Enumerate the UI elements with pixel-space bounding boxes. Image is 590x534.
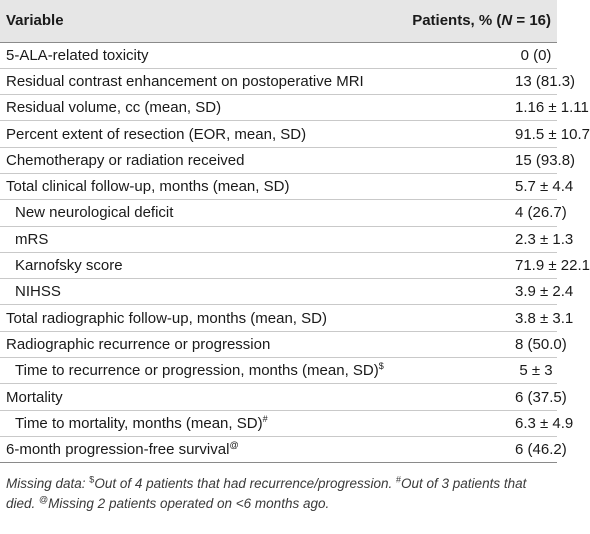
table-row bbox=[0, 147, 557, 173]
row-value-cell: 6.3 ± 4.9 bbox=[395, 410, 557, 436]
row-value-cell: 2.3 ± 1.3 bbox=[395, 226, 557, 252]
row-value-cell: 91.5 ± 10.7 bbox=[395, 121, 557, 147]
row-variable-cell bbox=[0, 384, 395, 410]
row-variable-cell bbox=[0, 147, 395, 173]
row-variable-label: Karnofsky score bbox=[15, 257, 123, 275]
header-patients bbox=[395, 0, 557, 42]
row-variable-label: Residual volume, cc (mean, SD) bbox=[6, 99, 222, 117]
row-variable-cell bbox=[0, 279, 395, 305]
footnote-text-3: Missing 2 patients operated on <6 months ago. bbox=[48, 496, 330, 512]
row-variable-label: New neurological deficit bbox=[15, 204, 174, 222]
row-variable-label: Percent extent of resection (EOR, mean, SD) bbox=[6, 125, 307, 143]
header-patients-n: N bbox=[501, 12, 513, 30]
table-row bbox=[0, 173, 557, 199]
row-value-cell: 6 (46.2) bbox=[395, 436, 557, 462]
row-variable-cell bbox=[0, 173, 395, 199]
row-value-cell: 4 (26.7) bbox=[395, 200, 557, 226]
footnote-text-1: Out of 4 patients that had recurrence/progression. bbox=[94, 476, 396, 492]
header-patients-prefix: Patients, % ( bbox=[412, 12, 502, 30]
table-body bbox=[0, 42, 590, 463]
row-variable-cell bbox=[0, 121, 395, 147]
header-patients-suffix: = 16) bbox=[512, 12, 551, 30]
table-row bbox=[0, 410, 557, 436]
row-footnote-marker: @ bbox=[229, 440, 239, 451]
table-row bbox=[0, 436, 557, 462]
table-row bbox=[0, 226, 557, 252]
table-row bbox=[0, 358, 557, 384]
row-variable-cell bbox=[0, 358, 395, 384]
row-variable-cell bbox=[0, 436, 395, 462]
row-value-cell: 5.7 ± 4.4 bbox=[395, 173, 557, 199]
row-value-cell: 1.16 ± 1.11 bbox=[395, 95, 557, 121]
row-value-cell: 13 (81.3) bbox=[395, 68, 557, 94]
table-header-row bbox=[0, 0, 557, 42]
footnote-sup-at: @ bbox=[39, 494, 49, 505]
table-row bbox=[0, 252, 557, 278]
row-variable-cell bbox=[0, 331, 395, 357]
row-variable-label: NIHSS bbox=[15, 283, 61, 301]
row-value-cell: 0 (0) bbox=[395, 42, 557, 68]
table-row bbox=[0, 384, 557, 410]
row-variable-label: Chemotherapy or radiation received bbox=[6, 151, 245, 169]
row-value-cell: 6 (37.5) bbox=[395, 384, 557, 410]
table-row bbox=[0, 331, 557, 357]
row-variable-label: 5-ALA-related toxicity bbox=[6, 46, 149, 64]
row-variable-label: Residual contrast enhancement on postoperative MRI bbox=[6, 72, 364, 90]
footnote-sup-hash: # bbox=[396, 474, 402, 485]
row-variable-cell bbox=[0, 95, 395, 121]
row-variable-cell bbox=[0, 42, 395, 68]
row-variable-label: Time to mortality, months (mean, SD) bbox=[15, 414, 263, 432]
header-variable: Variable bbox=[0, 0, 395, 42]
row-variable-cell bbox=[0, 252, 395, 278]
footnote-intro: Missing data: bbox=[6, 476, 90, 492]
row-variable-label: Radiographic recurrence or progression bbox=[6, 335, 271, 353]
row-variable-label: Time to recurrence or progression, months (mean, SD) bbox=[15, 362, 379, 380]
row-variable-label: Total clinical follow-up, months (mean, SD) bbox=[6, 178, 290, 196]
table-row bbox=[0, 42, 557, 68]
row-footnote-marker: # bbox=[262, 413, 268, 424]
row-value-cell: 8 (50.0) bbox=[395, 331, 557, 357]
row-variable-cell bbox=[0, 68, 395, 94]
row-variable-label: mRS bbox=[15, 230, 49, 248]
table-row bbox=[0, 121, 557, 147]
row-variable-label: 6-month progression-free survival bbox=[6, 441, 230, 459]
footnote-sup-dollar: $ bbox=[89, 474, 95, 485]
row-variable-cell bbox=[0, 410, 395, 436]
row-variable-cell bbox=[0, 305, 395, 331]
table-row bbox=[0, 200, 557, 226]
row-variable-label: Mortality bbox=[6, 388, 63, 406]
table-row bbox=[0, 68, 557, 94]
row-footnote-marker: $ bbox=[378, 361, 384, 372]
row-value-cell: 71.9 ± 22.1 bbox=[395, 252, 557, 278]
table-row bbox=[0, 95, 557, 121]
row-value-cell: 3.8 ± 3.1 bbox=[395, 305, 557, 331]
row-variable-label: Total radiographic follow-up, months (mean, SD) bbox=[6, 309, 327, 327]
table-row bbox=[0, 279, 557, 305]
table-footnotes bbox=[0, 463, 557, 514]
row-value-cell: 5 ± 3 bbox=[395, 358, 557, 384]
row-value-cell: 15 (93.8) bbox=[395, 147, 557, 173]
table-row bbox=[0, 305, 557, 331]
footnote-text-2: Out of 3 patients that died. bbox=[6, 476, 527, 512]
row-value-cell: 3.9 ± 2.4 bbox=[395, 279, 557, 305]
row-variable-cell bbox=[0, 200, 395, 226]
row-variable-cell bbox=[0, 226, 395, 252]
